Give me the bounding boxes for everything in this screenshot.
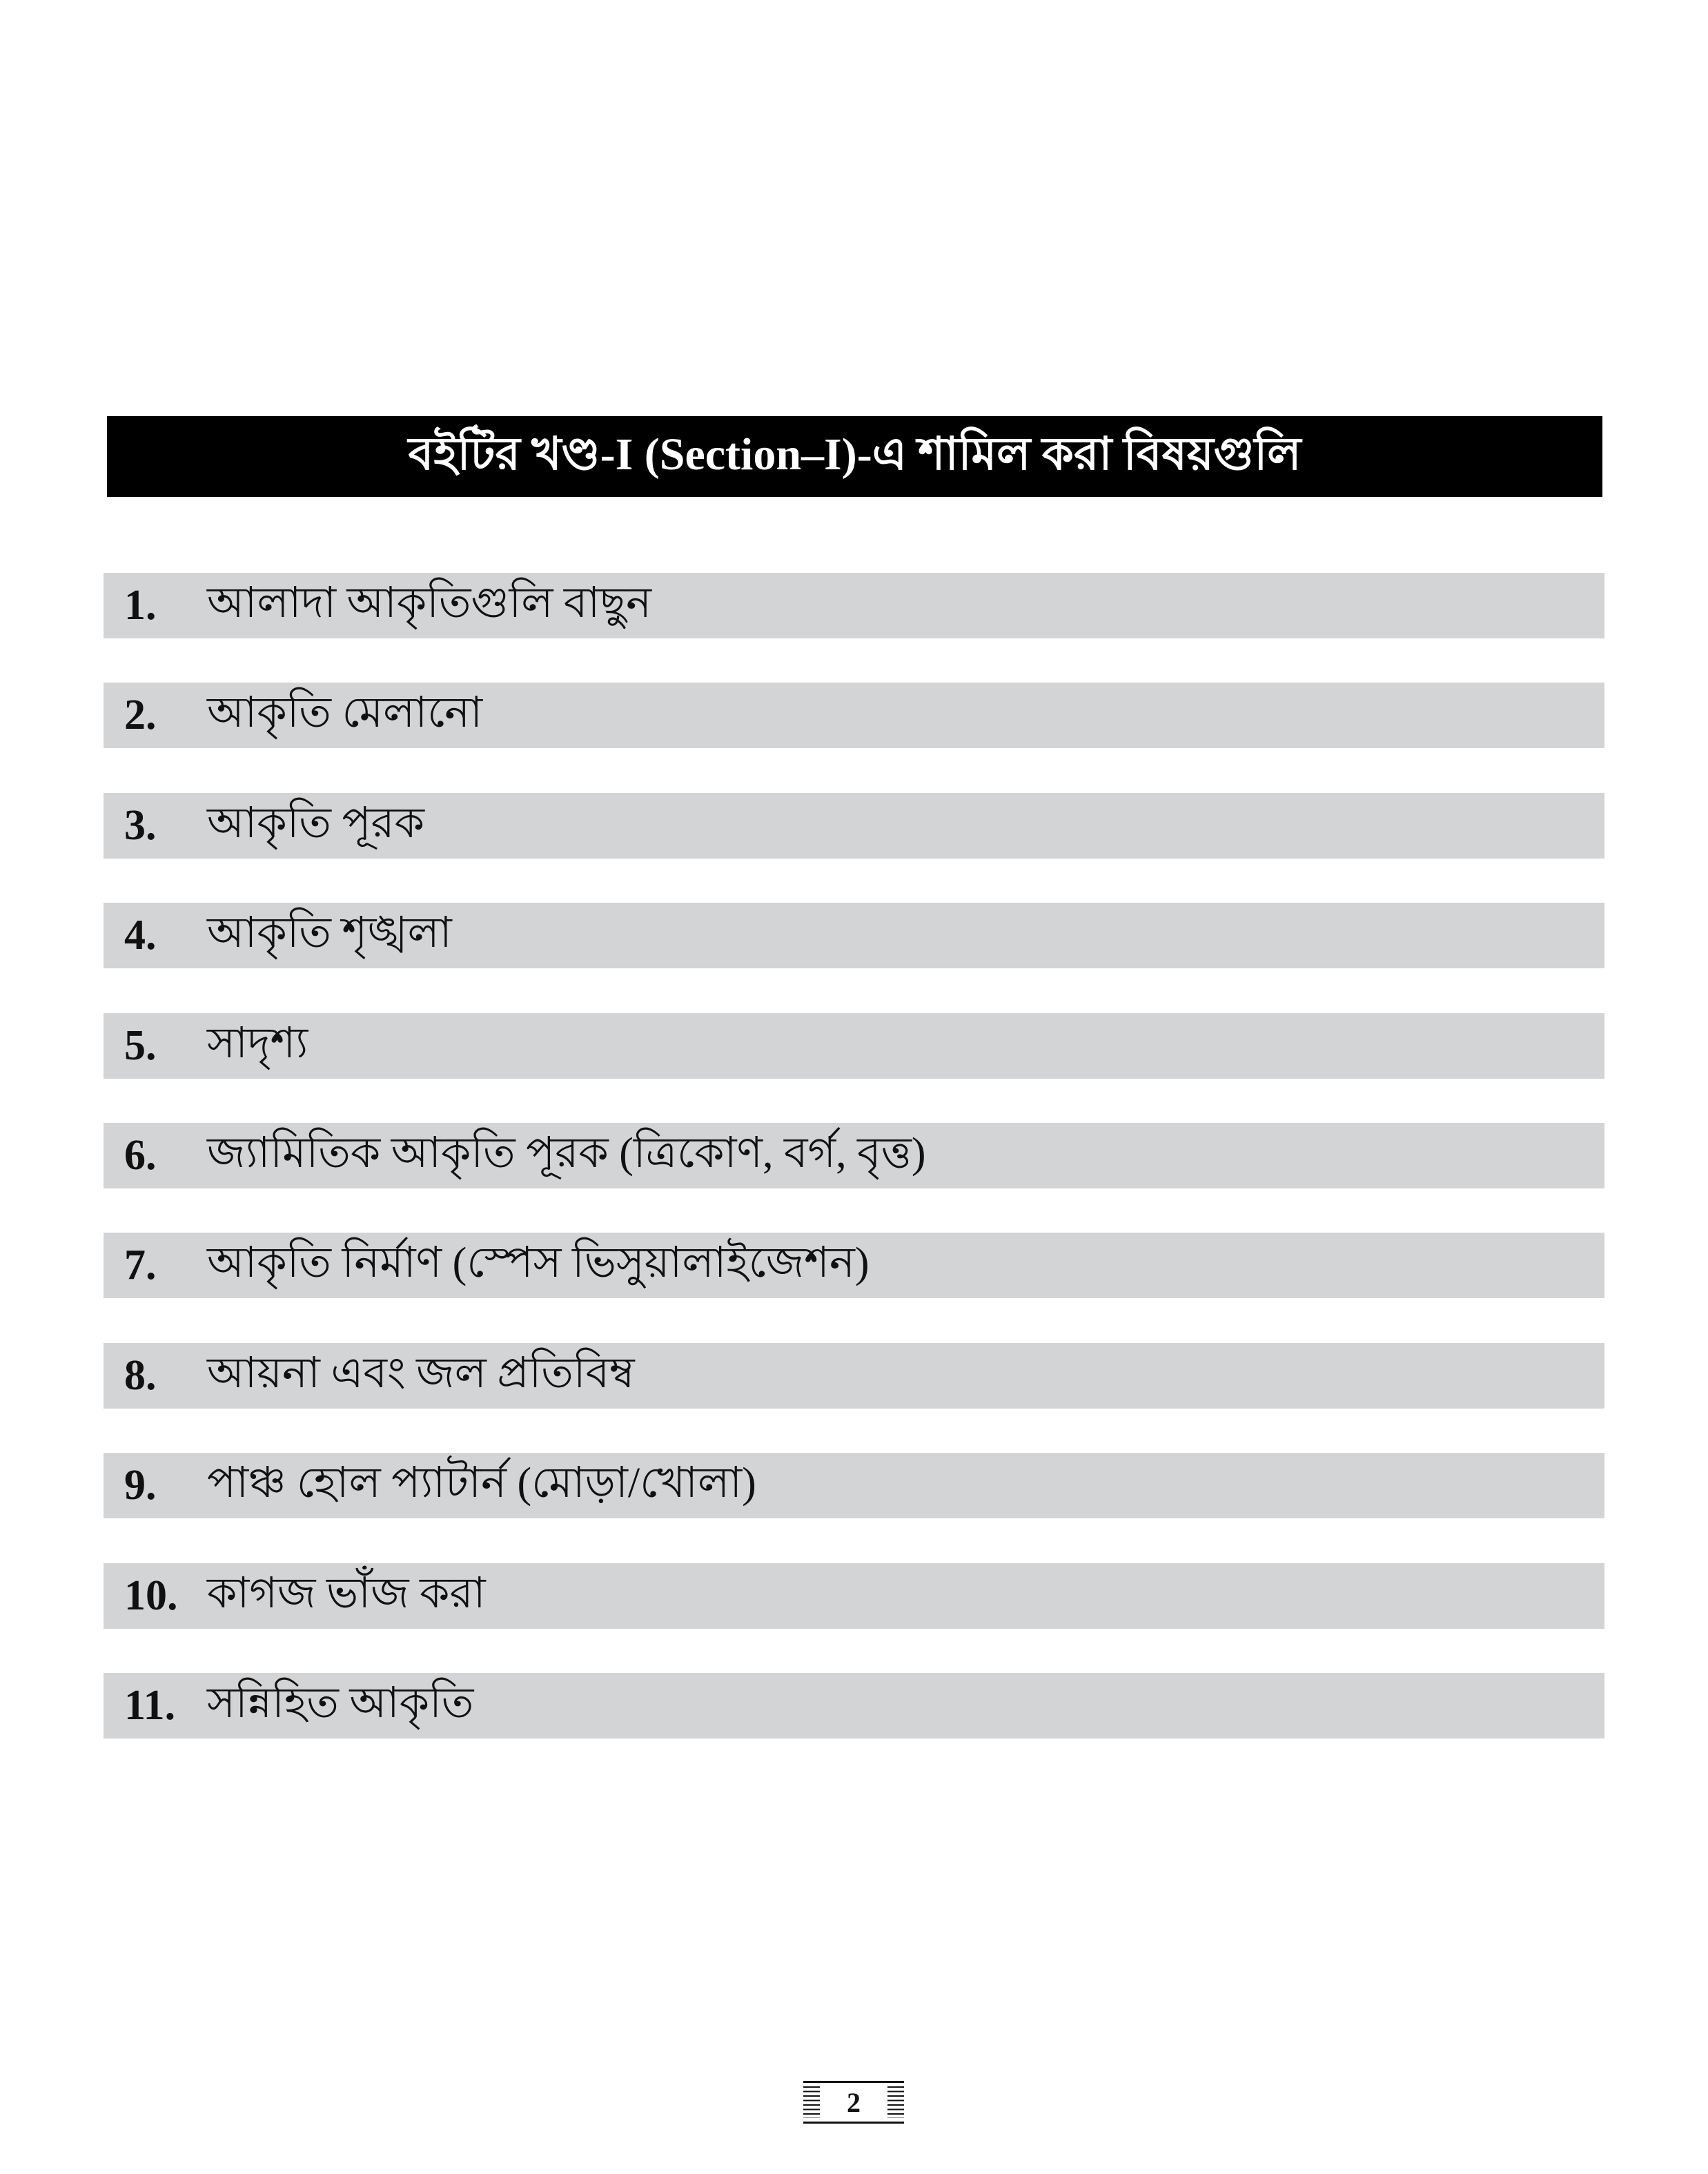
list-item: [104, 1013, 1604, 1079]
list-item: [104, 1563, 1604, 1629]
item-text: আকৃতি মেলানো: [207, 689, 483, 737]
item-text: আকৃতি শৃঙ্খলা: [207, 910, 452, 957]
divider: [803, 2081, 904, 2083]
item-text: আকৃতি নির্মাণ (স্পেস ভিসুয়ালাইজেশন): [207, 1240, 870, 1287]
list-item: [104, 1673, 1604, 1739]
item-number: 11.: [124, 1682, 176, 1729]
item-number: 6.: [124, 1132, 157, 1179]
item-number: 2.: [124, 692, 157, 739]
item-number: 4.: [124, 912, 157, 959]
item-number: 8.: [124, 1351, 157, 1399]
list-item: [104, 1123, 1604, 1188]
item-number: 10.: [124, 1571, 178, 1619]
list-item: [104, 1343, 1604, 1409]
item-text: জ্যামিতিক আকৃতি পূরক (ত্রিকোণ, বর্গ, বৃত্ত): [207, 1130, 926, 1177]
list-item: [104, 683, 1604, 748]
item-text: আকৃতি পূরক: [207, 799, 425, 847]
item-number: 9.: [124, 1462, 157, 1509]
list-item: [104, 793, 1604, 859]
item-number: 3.: [124, 801, 157, 849]
list-item: [104, 903, 1604, 968]
section-title: বইটির খণ্ড-I (Section–I)-এ শামিল করা বিষয়গুলি: [408, 429, 1302, 480]
divider: [803, 2122, 904, 2124]
page-number-box: [803, 2081, 904, 2124]
item-number: 7.: [124, 1242, 157, 1289]
list-item: [104, 573, 1604, 638]
item-text: কাগজ ভাঁজ করা: [207, 1569, 486, 1617]
page-number: 2: [847, 2087, 861, 2118]
item-text: সাদৃশ্য: [207, 1019, 308, 1067]
item-text: আলাদা আকৃতিগুলি বাছুন: [207, 580, 651, 627]
list-item: [104, 1233, 1604, 1298]
list-item: [104, 1453, 1604, 1518]
item-number: 5.: [124, 1021, 157, 1069]
item-text: পাঞ্চ হোল প্যাটার্ন (মোড়া/খোলা): [207, 1460, 756, 1507]
section-title-bar: [107, 416, 1602, 497]
item-number: 1.: [124, 582, 157, 629]
item-text: আয়না এবং জল প্রতিবিম্ব: [207, 1349, 635, 1397]
item-text: সন্নিহিত আকৃতি: [207, 1680, 474, 1727]
